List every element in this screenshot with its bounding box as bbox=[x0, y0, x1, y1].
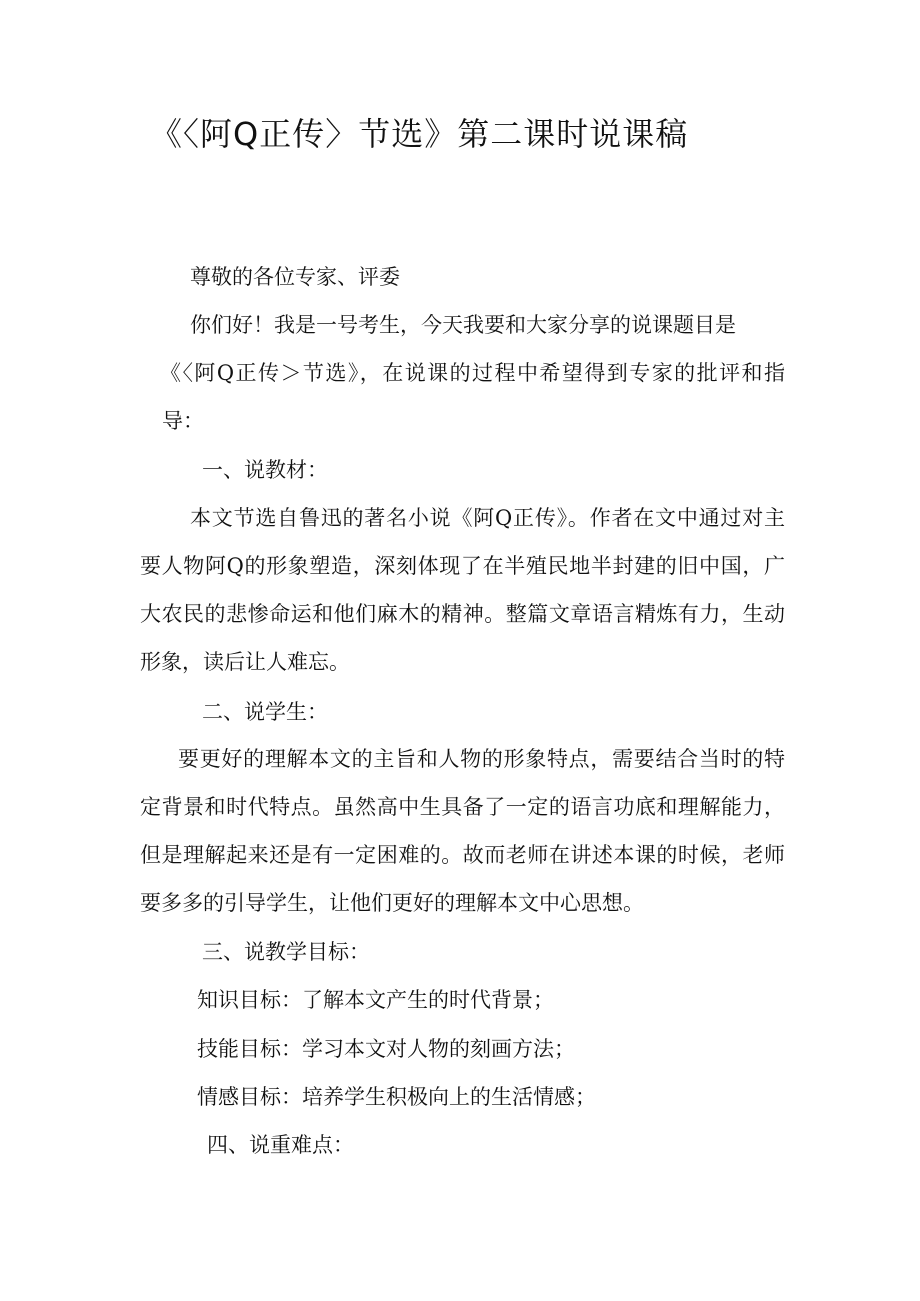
document-title: 《〈阿Q正传〉节选》第二课时说课稿 bbox=[150, 115, 689, 153]
objective-emotion: 情感目标：培养学生积极向上的生活情感； bbox=[197, 1085, 596, 1109]
students-para-line-2: 定背景和时代特点。虽然高中生具备了一定的语言功底和理解能力， bbox=[140, 795, 785, 819]
greeting-line: 尊敬的各位专家、评委 bbox=[190, 265, 400, 289]
textbook-para-line-3: 大农民的悲惨命运和他们麻木的精神。整篇文章语言精炼有力，生动 bbox=[140, 602, 785, 626]
textbook-para-line-4: 形象，读后让人难忘。 bbox=[140, 650, 350, 674]
section-heading-objectives: 三、说教学目标： bbox=[202, 940, 370, 964]
objective-knowledge: 知识目标：了解本文产生的时代背景； bbox=[197, 988, 554, 1012]
intro-line-2: 《〈阿Q正传＞节选》，在说课的过程中希望得到专家的批评和指 bbox=[160, 361, 785, 385]
section-heading-students: 二、说学生： bbox=[202, 700, 328, 724]
objective-skills: 技能目标：学习本文对人物的刻画方法； bbox=[197, 1037, 575, 1061]
section-heading-textbook: 一、说教材： bbox=[202, 458, 328, 482]
section-heading-key-points: 四、说重难点： bbox=[207, 1133, 354, 1157]
students-para-line-4: 要多多的引导学生，让他们更好的理解本文中心思想。 bbox=[140, 891, 644, 915]
students-para-line-3: 但是理解起来还是有一定困难的。故而老师在讲述本课的时候，老师 bbox=[140, 843, 785, 867]
textbook-para-line-1: 本文节选自鲁迅的著名小说《阿Q正传》。作者在文中通过对主 bbox=[190, 506, 785, 530]
students-para-line-1: 要更好的理解本文的主旨和人物的形象特点，需要结合当时的特 bbox=[178, 747, 785, 771]
textbook-para-line-2: 要人物阿Q的形象塑造，深刻体现了在半殖民地半封建的旧中国，广 bbox=[140, 554, 785, 578]
intro-line-3: 导： bbox=[162, 409, 204, 433]
intro-line-1: 你们好！我是一号考生，今天我要和大家分享的说课题目是 bbox=[190, 313, 736, 337]
